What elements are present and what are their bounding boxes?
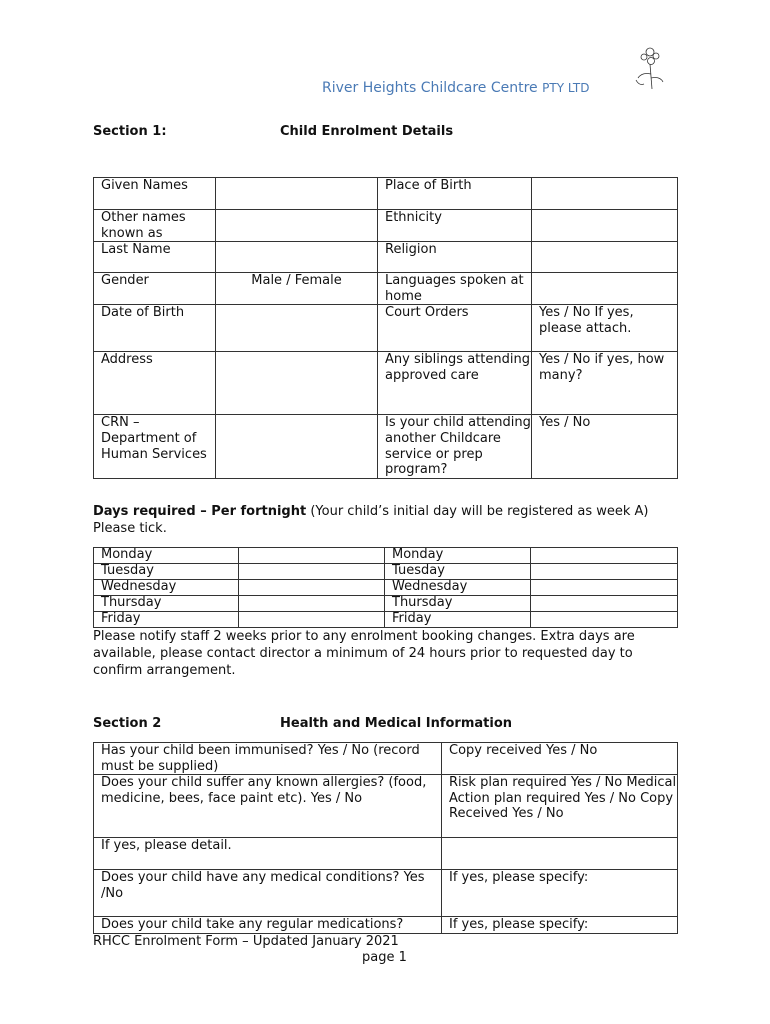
- allergy-detail[interactable]: If yes, please detail.: [94, 838, 442, 870]
- week-a-day: Wednesday: [94, 580, 239, 596]
- address-field[interactable]: [216, 352, 378, 415]
- date-of-birth-field[interactable]: [216, 305, 378, 352]
- other-names-label: Other names known as: [94, 210, 216, 242]
- last-name-label: Last Name: [94, 242, 216, 273]
- other-names-field[interactable]: [216, 210, 378, 242]
- immunisation-copy-received[interactable]: Copy received Yes / No: [442, 743, 678, 775]
- days-required-bold: Days required – Per fortnight: [93, 504, 307, 519]
- medications-specify[interactable]: If yes, please specify:: [442, 917, 678, 934]
- place-of-birth-field[interactable]: [532, 178, 678, 210]
- allergies-question[interactable]: Does your child suffer any known allergies? (food, medicine, bees, face paint etc). Yes / No: [94, 775, 442, 838]
- allergy-detail-extra[interactable]: [442, 838, 678, 870]
- section1-title: Child Enrolment Details: [280, 124, 454, 139]
- crn-field[interactable]: [216, 415, 378, 478]
- table-row: [94, 178, 678, 210]
- week-a-tick[interactable]: [239, 564, 385, 580]
- week-b-day: Friday: [385, 612, 531, 628]
- table-row: [94, 596, 678, 612]
- week-a-day: Friday: [94, 612, 239, 628]
- week-b-tick[interactable]: [531, 548, 678, 564]
- company-name: [322, 80, 589, 96]
- company-name-text: River Heights Childcare Centre: [322, 80, 538, 96]
- table-row: [94, 870, 678, 917]
- given-names-label: Given Names: [94, 178, 216, 210]
- other-childcare-label: Is your child attending another Childcare service or prep program?: [378, 415, 532, 478]
- footer-page-number: page 1: [362, 950, 407, 965]
- court-orders-label: Court Orders: [378, 305, 532, 352]
- week-b-day: Wednesday: [385, 580, 531, 596]
- languages-label: Languages spoken at home: [378, 273, 532, 305]
- week-a-day: Thursday: [94, 596, 239, 612]
- week-a-tick[interactable]: [239, 548, 385, 564]
- table-row: [94, 580, 678, 596]
- week-a-tick[interactable]: [239, 596, 385, 612]
- medical-table: [93, 742, 678, 934]
- medications-question[interactable]: Does your child take any regular medications?: [94, 917, 442, 934]
- last-name-field[interactable]: [216, 242, 378, 273]
- table-row: [94, 415, 678, 478]
- medical-conditions-question[interactable]: Does your child have any medical conditions? Yes /No: [94, 870, 442, 917]
- ethnicity-field[interactable]: [532, 210, 678, 242]
- footer-form-title: RHCC Enrolment Form – Updated January 2021: [93, 934, 399, 949]
- table-row: [94, 775, 678, 838]
- date-of-birth-label: Date of Birth: [94, 305, 216, 352]
- table-row: [94, 838, 678, 870]
- week-b-day: Monday: [385, 548, 531, 564]
- section2-label: Section 2: [93, 716, 162, 731]
- days-required-heading: [93, 503, 663, 537]
- allergy-plans[interactable]: Risk plan required Yes / No Medical Action plan required Yes / No Copy Received Yes / No: [442, 775, 678, 838]
- table-row: [94, 352, 678, 415]
- crn-label: CRN – Department of Human Services: [94, 415, 216, 478]
- flower-logo-icon: [630, 44, 670, 94]
- table-row: [94, 548, 678, 564]
- week-b-tick[interactable]: [531, 580, 678, 596]
- gender-label: Gender: [94, 273, 216, 305]
- table-row: [94, 210, 678, 242]
- religion-label: Religion: [378, 242, 532, 273]
- religion-field[interactable]: [532, 242, 678, 273]
- week-a-day: Tuesday: [94, 564, 239, 580]
- table-row: [94, 242, 678, 273]
- given-names-field[interactable]: [216, 178, 378, 210]
- section1-label: Section 1:: [93, 124, 167, 139]
- siblings-label: Any siblings attending approved care: [378, 352, 532, 415]
- immunised-question[interactable]: Has your child been immunised? Yes / No (record must be supplied): [94, 743, 442, 775]
- week-b-day: Thursday: [385, 596, 531, 612]
- table-row: [94, 564, 678, 580]
- ethnicity-label: Ethnicity: [378, 210, 532, 242]
- other-childcare-field[interactable]: Yes / No: [532, 415, 678, 478]
- company-suffix: PTY LTD: [542, 81, 590, 95]
- week-a-tick[interactable]: [239, 612, 385, 628]
- booking-notice: Please notify staff 2 weeks prior to any enrolment booking changes. Extra days are available, please contact director a minimum of 24 hours prior to requested day to confirm arrangement.: [93, 629, 635, 678]
- section2-title: Health and Medical Information: [280, 716, 513, 731]
- table-row: [94, 305, 678, 352]
- place-of-birth-label: Place of Birth: [378, 178, 532, 210]
- table-row: [94, 917, 678, 934]
- languages-field[interactable]: [532, 273, 678, 305]
- table-row: [94, 273, 678, 305]
- week-b-tick[interactable]: [531, 564, 678, 580]
- medical-conditions-specify[interactable]: If yes, please specify:: [442, 870, 678, 917]
- week-b-tick[interactable]: [531, 596, 678, 612]
- address-label: Address: [94, 352, 216, 415]
- week-a-day: Monday: [94, 548, 239, 564]
- days-table: [93, 547, 678, 628]
- week-b-tick[interactable]: [531, 612, 678, 628]
- week-b-day: Tuesday: [385, 564, 531, 580]
- days-required-text: (Your child’s initial day will be registered as week A) Please tick.: [93, 504, 649, 536]
- table-row: [94, 612, 678, 628]
- siblings-field[interactable]: Yes / No if yes, how many?: [532, 352, 678, 415]
- table-row: [94, 743, 678, 775]
- week-a-tick[interactable]: [239, 580, 385, 596]
- child-details-table: [93, 177, 678, 479]
- gender-field[interactable]: Male / Female: [216, 273, 378, 305]
- court-orders-field[interactable]: Yes / No If yes, please attach.: [532, 305, 678, 352]
